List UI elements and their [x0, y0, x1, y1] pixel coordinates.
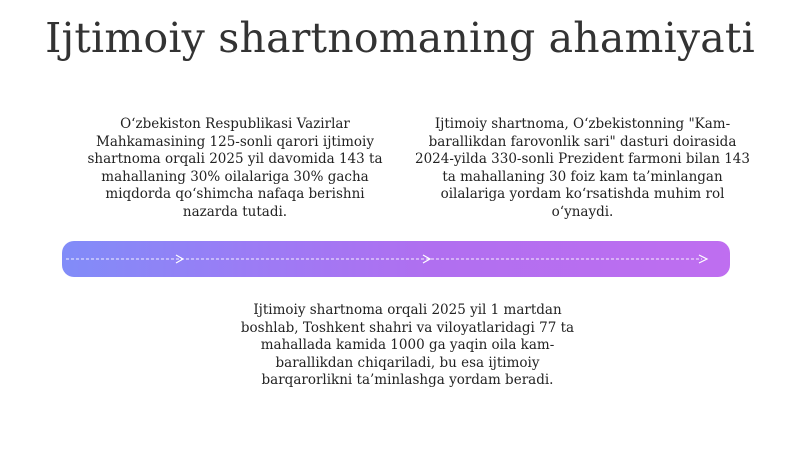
text-block-right: Ijtimoiy shartnoma, O‘zbekistonning "Kam-barallikdan farovonlik sari" dasturi doirasida 2024-yilda 330-sonli Prezident farmoni bilan 143 ta mahallaning 30 foiz kam ta’minlangan oilalariga yordam ko‘rsatishda muhim rol o‘ynaydi.	[415, 116, 750, 220]
timeline-bar	[62, 241, 730, 277]
text-block-left: O‘zbekiston Respublikasi Vazirlar Mahkamasining 125-sonli qarori ijtimoiy shartnoma orqali 2025 yil davomida 143 ta mahallaning 30% oilalariga 30% gacha miqdorda qo‘shimcha nafaqa berishni nazarda tutadi.	[87, 116, 383, 220]
arrow-right-icon	[699, 255, 707, 263]
page-title: Ijtimoiy shartnomaning ahamiyati	[45, 14, 755, 62]
timeline-line	[62, 241, 730, 277]
text-block-bottom: Ijtimoiy shartnoma orqali 2025 yil 1 martdan boshlab, Toshkent shahri va viloyatlaridagi 77 ta mahallada kamida 1000 ga yaqin oila kam-barallikdan chiqariladi, bu esa ijtimoiy barqarorlikni ta’minlashga yordam beradi.	[240, 302, 575, 389]
